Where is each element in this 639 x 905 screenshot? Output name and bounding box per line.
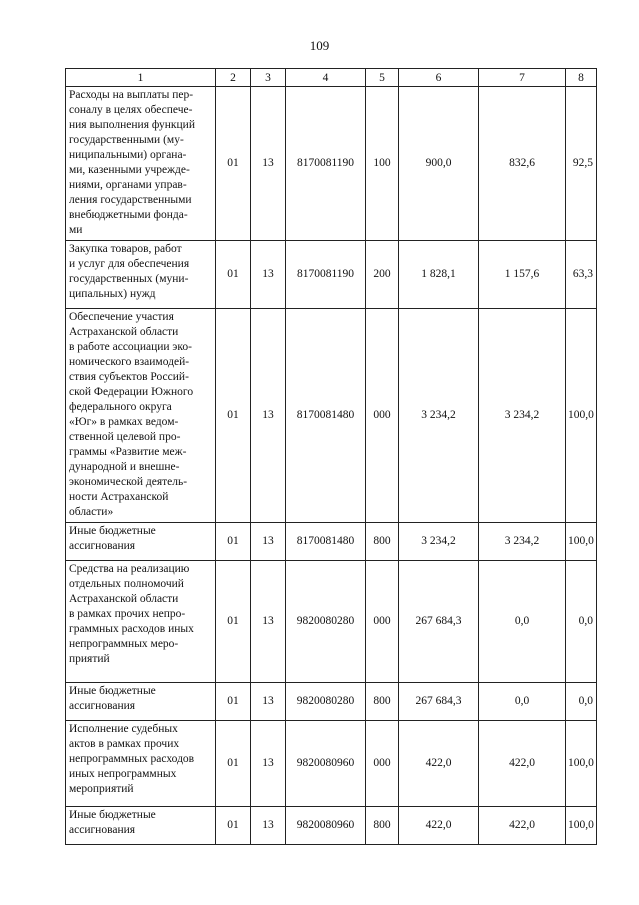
description-line: номического взаимодей- <box>69 356 190 368</box>
column-header: 2 <box>216 69 251 87</box>
subsection-code: 13 <box>251 87 286 241</box>
description-line: Средства на реализацию <box>69 563 190 575</box>
target-article-code: 8170081480 <box>286 309 366 523</box>
description-line: Исполнение судебных <box>69 723 178 735</box>
planned-amount: 422,0 <box>399 807 479 845</box>
table-row <box>66 241 597 309</box>
execution-percent: 0,0 <box>566 683 597 721</box>
description-line: Расходы на выплаты пер- <box>69 89 194 101</box>
table-row <box>66 561 597 683</box>
subsection-code: 13 <box>251 561 286 683</box>
description-line: экономической деятель- <box>69 476 188 488</box>
description-line: ми, казенными учрежде- <box>69 164 190 176</box>
execution-percent: 100,0 <box>566 807 597 845</box>
column-header: 3 <box>251 69 286 87</box>
section-code: 01 <box>216 721 251 807</box>
execution-percent: 100,0 <box>566 309 597 523</box>
table-row <box>66 309 597 523</box>
description-line: ми <box>69 224 83 236</box>
target-article-code: 8170081480 <box>286 523 366 561</box>
description-line: ности Астраханской <box>69 491 169 503</box>
table-row <box>66 807 597 845</box>
table-row <box>66 87 597 241</box>
description-line: граммы «Развитие меж- <box>69 446 187 458</box>
description-line: приятий <box>69 653 110 665</box>
description-line: Иные бюджетные <box>69 685 156 697</box>
target-article-code: 8170081190 <box>286 87 366 241</box>
target-article-code: 8170081190 <box>286 241 366 309</box>
description-line: иных непрограммных <box>69 768 177 780</box>
section-code: 01 <box>216 683 251 721</box>
section-code: 01 <box>216 807 251 845</box>
planned-amount: 3 234,2 <box>399 309 479 523</box>
expense-description <box>66 87 216 241</box>
subsection-code: 13 <box>251 241 286 309</box>
expense-description <box>66 241 216 309</box>
planned-amount: 267 684,3 <box>399 683 479 721</box>
description-line: ления государственными <box>69 194 192 206</box>
budget-table <box>65 68 597 845</box>
description-line: ской Федерации Южного <box>69 386 194 398</box>
execution-percent: 0,0 <box>566 561 597 683</box>
expense-type-code: 200 <box>366 241 399 309</box>
column-header: 1 <box>66 69 216 87</box>
executed-amount: 0,0 <box>479 683 566 721</box>
executed-amount: 832,6 <box>479 87 566 241</box>
table-row <box>66 721 597 807</box>
column-header: 7 <box>479 69 566 87</box>
description-line: в рамках прочих непро- <box>69 608 186 620</box>
description-line: ассигнования <box>69 824 136 836</box>
executed-amount: 3 234,2 <box>479 309 566 523</box>
section-code: 01 <box>216 241 251 309</box>
section-code: 01 <box>216 309 251 523</box>
description-line: ципальных) нужд <box>69 288 156 300</box>
description-line: непрограммных расходов <box>69 753 195 765</box>
executed-amount: 0,0 <box>479 561 566 683</box>
description-line: ствия субъектов Россий- <box>69 371 189 383</box>
description-line: актов в рамках прочих <box>69 738 180 750</box>
executed-amount: 422,0 <box>479 721 566 807</box>
description-line: ниципальными) органа- <box>69 149 187 161</box>
description-line: государственных (муни- <box>69 273 189 285</box>
execution-percent: 92,5 <box>566 87 597 241</box>
description-line: Астраханской области <box>69 326 179 338</box>
description-line: дународной и внешне- <box>69 461 180 473</box>
subsection-code: 13 <box>251 523 286 561</box>
expense-type-code: 000 <box>366 721 399 807</box>
description-line: мероприятий <box>69 783 134 795</box>
description-line: Иные бюджетные <box>69 525 156 537</box>
description-line: соналу в целях обеспече- <box>69 104 193 116</box>
expense-description <box>66 807 216 845</box>
header-row <box>66 69 597 87</box>
description-line: федерального округа <box>69 401 172 413</box>
description-line: ниями, органами управ- <box>69 179 187 191</box>
table-row <box>66 523 597 561</box>
page-number: 109 <box>309 38 330 53</box>
expense-type-code: 000 <box>366 561 399 683</box>
column-header: 6 <box>399 69 479 87</box>
section-code: 01 <box>216 523 251 561</box>
expense-description <box>66 721 216 807</box>
execution-percent: 100,0 <box>566 721 597 807</box>
subsection-code: 13 <box>251 807 286 845</box>
description-line: «Юг» в рамках ведом- <box>69 416 179 428</box>
column-header: 5 <box>366 69 399 87</box>
description-line: Иные бюджетные <box>69 809 156 821</box>
subsection-code: 13 <box>251 309 286 523</box>
expense-description <box>66 561 216 683</box>
section-code: 01 <box>216 87 251 241</box>
expense-description <box>66 683 216 721</box>
expense-description <box>66 309 216 523</box>
description-line: государственными (му- <box>69 134 184 146</box>
description-line: в работе ассоциации эко- <box>69 341 192 353</box>
description-line: Обеспечение участия <box>69 311 174 323</box>
execution-percent: 100,0 <box>566 523 597 561</box>
description-line: ассигнования <box>69 540 136 552</box>
expense-type-code: 000 <box>366 309 399 523</box>
expense-type-code: 800 <box>366 807 399 845</box>
target-article-code: 9820080280 <box>286 561 366 683</box>
expense-type-code: 100 <box>366 87 399 241</box>
expense-description <box>66 523 216 561</box>
target-article-code: 9820080280 <box>286 683 366 721</box>
description-line: Закупка товаров, работ <box>69 243 182 255</box>
planned-amount: 3 234,2 <box>399 523 479 561</box>
target-article-code: 9820080960 <box>286 721 366 807</box>
description-line: внебюджетными фонда- <box>69 209 188 221</box>
planned-amount: 900,0 <box>399 87 479 241</box>
planned-amount: 267 684,3 <box>399 561 479 683</box>
table-row <box>66 683 597 721</box>
description-line: ственной целевой про- <box>69 431 181 443</box>
executed-amount: 3 234,2 <box>479 523 566 561</box>
description-line: Астраханской области <box>69 593 179 605</box>
subsection-code: 13 <box>251 721 286 807</box>
description-line: и услуг для обеспечения <box>69 258 190 270</box>
description-line: области» <box>69 506 114 518</box>
planned-amount: 422,0 <box>399 721 479 807</box>
planned-amount: 1 828,1 <box>399 241 479 309</box>
column-header: 8 <box>566 69 597 87</box>
target-article-code: 9820080960 <box>286 807 366 845</box>
description-line: непрограммных меро- <box>69 638 179 650</box>
section-code: 01 <box>216 561 251 683</box>
description-line: граммных расходов иных <box>69 623 194 635</box>
description-line: ния выполнения функций <box>69 119 195 131</box>
expense-type-code: 800 <box>366 683 399 721</box>
execution-percent: 63,3 <box>566 241 597 309</box>
executed-amount: 422,0 <box>479 807 566 845</box>
executed-amount: 1 157,6 <box>479 241 566 309</box>
subsection-code: 13 <box>251 683 286 721</box>
expense-type-code: 800 <box>366 523 399 561</box>
description-line: отдельных полномочий <box>69 578 184 590</box>
description-line: ассигнования <box>69 700 136 712</box>
column-header: 4 <box>286 69 366 87</box>
